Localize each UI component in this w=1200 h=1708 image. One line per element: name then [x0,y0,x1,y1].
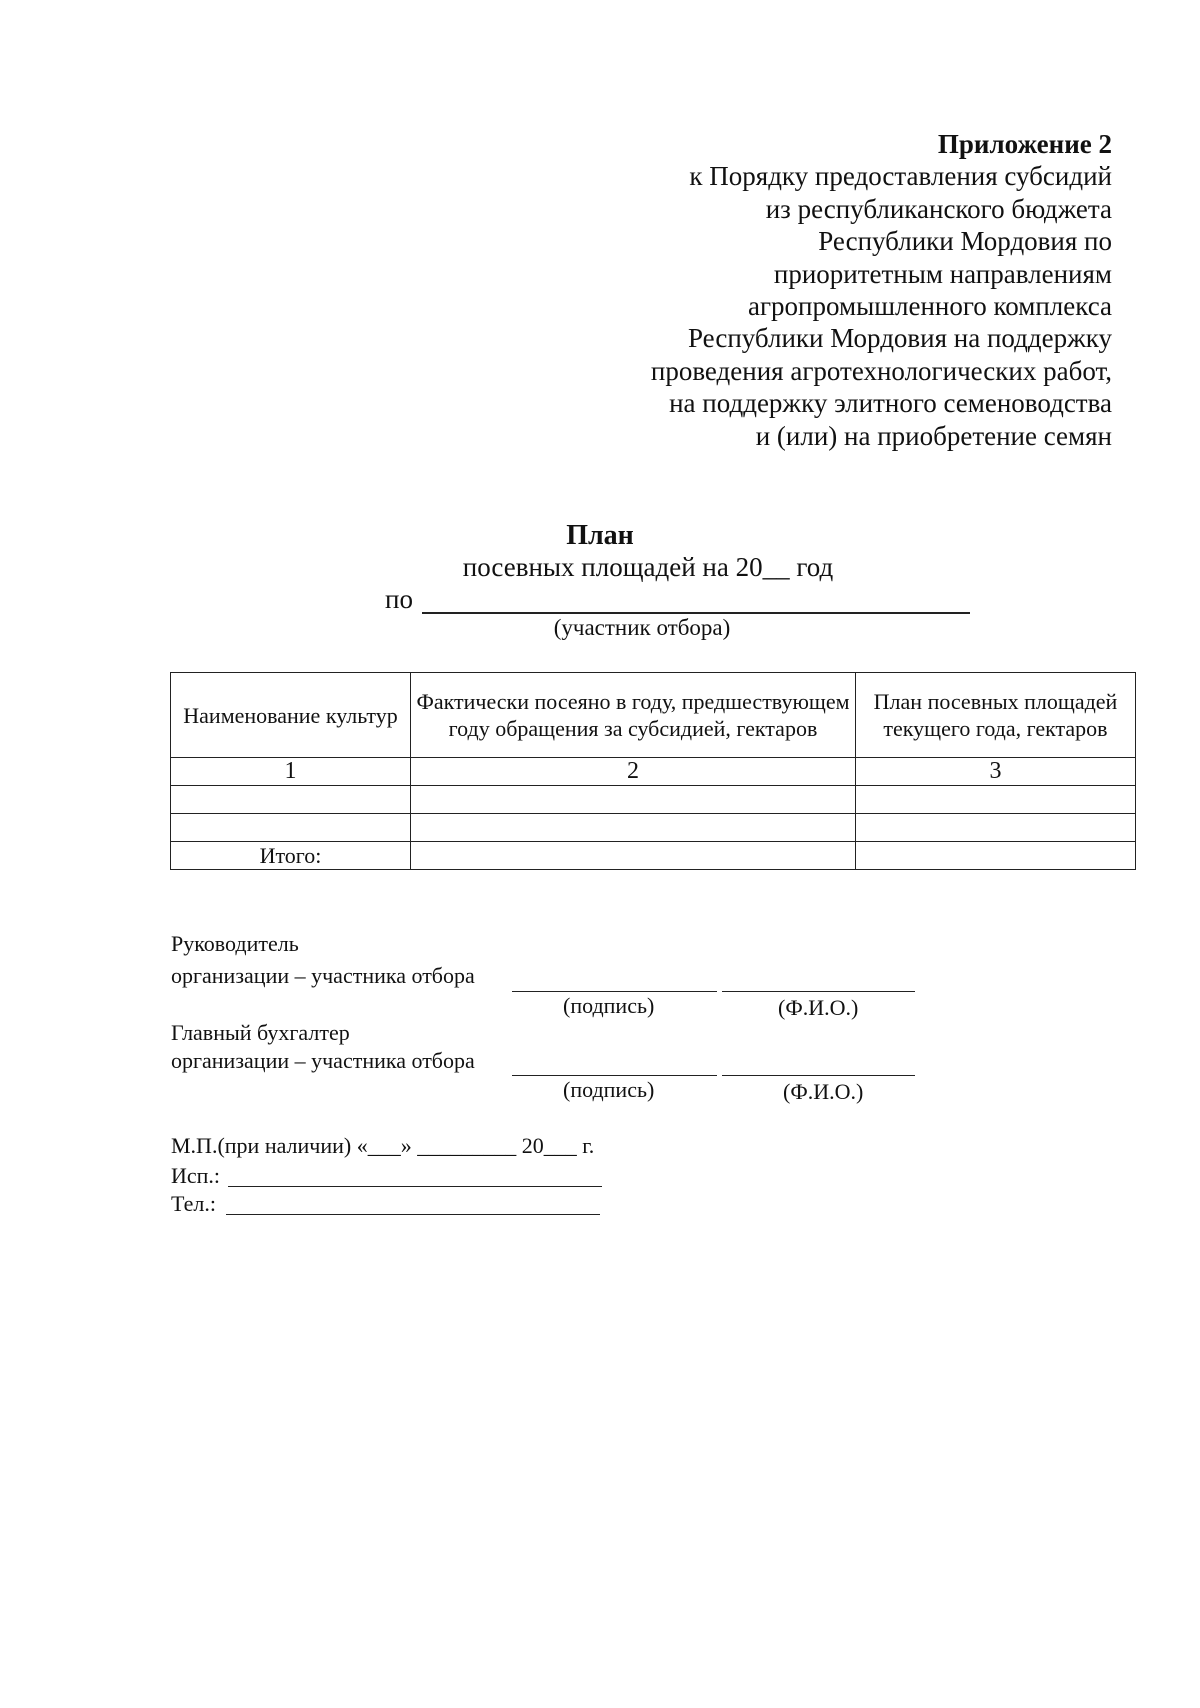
header-planned-area: План посевных площадей текущего года, гектаров [856,673,1136,758]
po-label: по [385,584,413,614]
plan-title: План [566,520,634,551]
table-cell[interactable] [411,842,856,870]
appendix-block [552,128,1112,452]
participant-caption: (участник отбора) [553,615,731,640]
stamp-date-line: М.П.(при наличии) «___» _________ 20___ г. [171,1133,595,1158]
head-sign-caption: (подпись) [563,993,655,1018]
head-label-line1: Руководитель [171,931,299,956]
table-cell[interactable] [411,814,856,842]
column-number: 2 [411,758,856,786]
head-fio-line[interactable] [722,991,915,992]
plan-table [170,672,1136,870]
participant-input-line[interactable] [422,612,970,614]
table-number-row [171,758,1136,786]
table-row [171,786,1136,814]
appendix-line: и (или) на приобретение семян [755,420,1112,451]
phone-line[interactable] [226,1214,600,1215]
accountant-fio-line[interactable] [722,1075,915,1076]
accountant-label-line1: Главный бухгалтер [171,1020,350,1045]
head-signature-line[interactable] [512,991,717,992]
plan-subtitle: посевных площадей на 20__ год [462,552,834,582]
appendix-line: к Порядку предоставления субсидий [689,161,1112,192]
column-number: 3 [856,758,1136,786]
table-cell[interactable] [411,786,856,814]
appendix-title: Приложение 2 [937,129,1112,159]
head-fio-caption: (Ф.И.О.) [778,995,859,1020]
appendix-line: агропромышленного комплекса [748,291,1112,322]
table-cell[interactable] [171,786,411,814]
table-header-row [171,673,1136,758]
table-cell[interactable] [856,814,1136,842]
accountant-fio-caption: (Ф.И.О.) [783,1079,864,1104]
header-crop-name: Наименование культур [171,673,411,758]
total-label: Итого: [171,842,411,870]
phone-label: Тел.: [171,1191,216,1216]
appendix-line: из республиканского бюджета [765,193,1112,224]
table-row [171,814,1136,842]
appendix-line: проведения агротехнологических работ, [650,355,1112,386]
table-total-row [171,842,1136,870]
executor-label: Исп.: [171,1163,221,1188]
header-actual-sown: Фактически посеяно в году, предшествующем году обращения за субсидией, гектаров [411,673,856,758]
appendix-line: на поддержку элитного семеноводства [669,388,1112,419]
column-number: 1 [171,758,411,786]
table-cell[interactable] [171,814,411,842]
head-label-line2: организации – участника отбора [171,963,475,988]
appendix-line: Республики Мордовия на поддержку [688,323,1112,354]
executor-line[interactable] [228,1186,602,1187]
accountant-sign-caption: (подпись) [563,1077,655,1102]
accountant-label-line2: организации – участника отбора [171,1048,475,1073]
appendix-line: приоритетным направлениям [773,258,1112,289]
table-cell[interactable] [856,842,1136,870]
appendix-line: Республики Мордовия по [818,226,1112,257]
table-cell[interactable] [856,786,1136,814]
accountant-signature-line[interactable] [512,1075,717,1076]
